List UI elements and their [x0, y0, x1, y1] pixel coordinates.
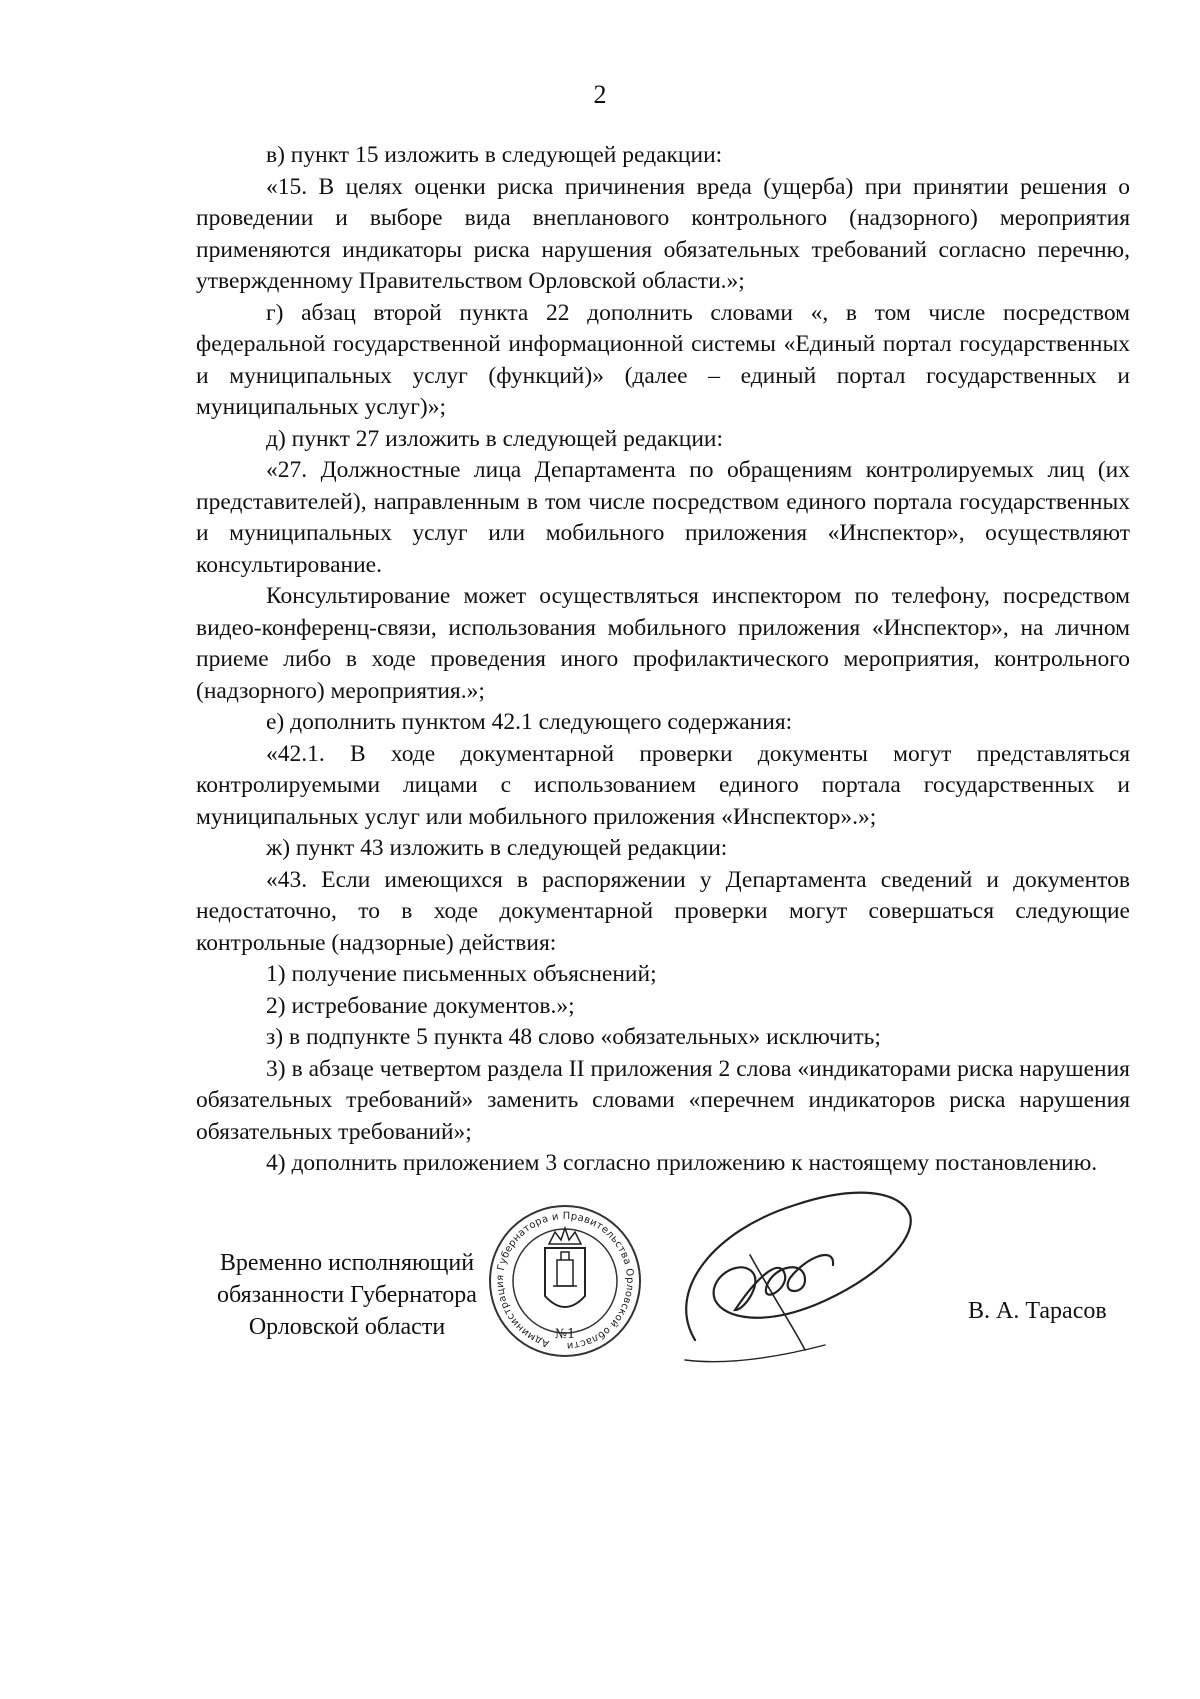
paragraph: «43. Если имеющихся в распоряжении у Департамента сведений и документов недостаточно, то в ходе документарной проверки могут совершаться следующие контрольные (надзорные) действия: [196, 866, 1130, 956]
paragraph: д) пункт 27 изложить в следующей редакции: [266, 425, 724, 452]
signatory-title-line: обязанности Губернатора [217, 1282, 477, 1308]
paragraph: 2) истребование документов.»; [266, 992, 575, 1019]
page-number: 2 [593, 80, 607, 109]
signatory-name: В. А. Тарасов [968, 1298, 1107, 1324]
paragraph: «15. В целях оценки риска причинения вреда (ущерба) при принятии решения о проведении и выборе вида внепланового контрольного (надзорного) мероприятия применяются индикаторы риска нарушения обязательных требований согласно перечню, утвержденному Правительством Орловской области.»; [196, 173, 1130, 294]
seal-number: №1 [554, 1327, 576, 1342]
official-seal-icon [487, 1200, 643, 1363]
signatory-title-line: Орловской области [248, 1314, 446, 1340]
signatory-title-line: Временно исполняющий [219, 1250, 475, 1276]
paragraph: г) абзац второй пункта 22 дополнить словами «, в том числе посредством федеральной государственной информационной системы «Единый портал государственных и муниципальных услуг (функций)» (далее – единый портал государственных и муниципальных услуг)»; [196, 299, 1130, 420]
paragraph: ж) пункт 43 изложить в следующей редакции: [266, 835, 728, 861]
paragraph: «27. Должностные лица Департамента по обращениям контролируемых лиц (их представителей), направленным в том числе посредством единого портала государственных и муниципальных услуг или мобильного приложения «Инспектор», осуществляют консультирование. [196, 457, 1130, 578]
paragraph: е) дополнить пунктом 42.1 следующего содержания: [266, 709, 793, 735]
paragraph: «42.1. В ходе документарной проверки документы могут представляться контролируемыми лицами с использованием единого портала государственных и муниципальных услуг или мобильного приложения «Инспектор».»; [196, 740, 1130, 830]
seal-text: Администрация Губернатора и Правительства Орловской области [494, 1210, 636, 1352]
paragraph: 1) получение письменных объяснений; [266, 961, 657, 987]
paragraph: Консультирование может осуществляться инспектором по телефону, посредством видео-конференц-связи, использования мобильного приложения «Инспектор», на личном приеме либо в ходе проведения иного профилактического мероприятия, контрольного (надзорного) мероприятия.»; [196, 583, 1130, 704]
paragraph: в) пункт 15 изложить в следующей редакции: [266, 142, 723, 168]
handwritten-signature-icon [655, 1160, 935, 1380]
signatory-title [200, 1247, 494, 1343]
paragraph: 4) дополнить приложением 3 согласно приложению к настоящему постановлению. [266, 1150, 1098, 1176]
paragraph: з) в подпункте 5 пункта 48 слово «обязательных» исключить; [266, 1024, 881, 1050]
body-text [196, 140, 1130, 1180]
paragraph: 3) в абзаце четвертом раздела II приложения 2 слова «индикаторами риска нарушения обязательных требований» заменить словами «перечнем индикаторов риска нарушения обязательных требований»; [196, 1055, 1130, 1145]
